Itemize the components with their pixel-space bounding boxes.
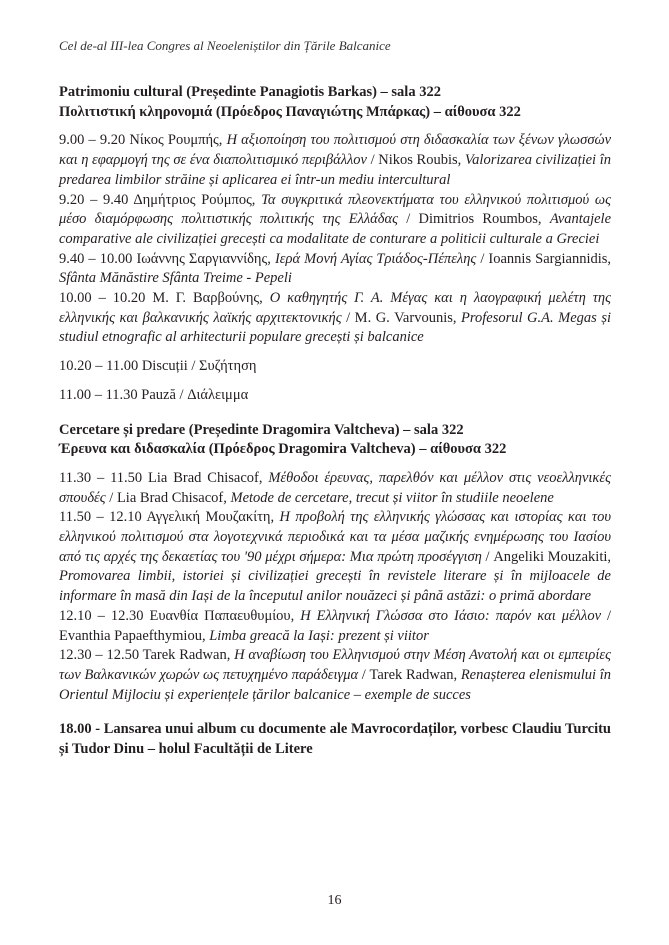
talk-title-gr: Ο καθηγητής Γ. Α. Μέγας και η λαογραφική μελέτη της ελληνικής και βαλκανικής λαϊκής αρχιτεκτονικής xyxy=(59,290,611,326)
talk-title-ro: Limba greacă la Iași: prezent și viitor xyxy=(209,627,429,644)
talk-title-gr: Η Ελληνική Γλώσσα στο Ιάσιο: παρόν και μέλλον xyxy=(300,607,602,624)
program-entry xyxy=(59,607,611,646)
program-entry xyxy=(59,289,611,348)
entry-time: 10.00 – 10.20 xyxy=(59,290,146,307)
speaker-gr: Μ. Γ. Βαρβούνης, xyxy=(152,290,263,307)
session-heading-cultural-heritage xyxy=(59,83,611,122)
speaker-ro: M. G. Varvounis, xyxy=(354,309,457,326)
discussion-entry: 10.20 – 11.00 Discuții / Συζήτηση xyxy=(59,358,257,375)
session-title-gr: Έρευνα και διδασκαλία (Πρόεδρος Dragomira Valtcheva) – αίθουσα 322 xyxy=(59,441,507,458)
program-entry xyxy=(59,508,611,607)
speaker-ro: Ioannis Sargiannidis, xyxy=(488,250,612,267)
speaker-ro: Lia Brad Chisacof, xyxy=(116,489,227,506)
talk-title-gr: Η προβολή της ελληνικής γλώσσας και ιστορίας και του ελληνικού πολιτισμού στα λογοτεχνικά περιοδικά και τα μέσα μαζικής ενημέρωσης του Ιασίου από τις αρχές της δεκαετίας του '90 μέχρι σήμερα: Μια πρώτη προσέγγιση xyxy=(59,509,612,565)
session-title-ro: Cercetare și predare (Președinte Dragomira Valtcheva) – sala 322 xyxy=(59,421,464,438)
separator: / xyxy=(481,548,494,565)
talk-title-ro: Sfânta Mănăstire Sfânta Treime - Pepeli xyxy=(59,270,292,287)
break-entry: 11.00 – 11.30 Pauză / Διάλειμμα xyxy=(59,386,249,403)
talk-title-ro: Profesorul G.A. Megas și studiul etnografic al arhitecturii populare grecești și balcanice xyxy=(59,309,611,346)
speaker-gr: Αγγελική Μουζακίτη, xyxy=(146,509,275,526)
entry-time: 12.30 – 12.50 xyxy=(59,647,140,664)
program-entry xyxy=(59,191,611,250)
session-entries xyxy=(59,469,611,705)
album-launch-entry: 18.00 - Lansarea unui album cu documente ale Mavrocordaților, vorbesc Claudiu Turcitu și Tudor Dinu – holul Facultății de Litere xyxy=(59,721,611,758)
speaker-ro: Tarek Radwan, xyxy=(369,666,458,683)
separator: / xyxy=(366,152,379,169)
session-title-gr: Πολιτιστική κληρονομιά (Πρόεδρος Παναγιώτης Μπάρκας) – αίθουσα 322 xyxy=(59,103,521,120)
talk-title-ro: Valorizarea civilizației în predarea limbilor străine și aplicarea ei într-un mediu intercultural xyxy=(59,152,611,188)
program-content xyxy=(59,83,611,760)
speaker-gr: Lia Brad Chisacof, xyxy=(148,469,263,486)
session-heading-research-teaching xyxy=(59,421,611,460)
entry-time: 9.00 – 9.20 xyxy=(59,132,126,149)
talk-title-ro: Avantajele comparative ale civilizației grecești ca modalitate de conturare a politicii culturale a Greciei xyxy=(59,211,612,247)
talk-title-gr: Τα συγκριτικά πλεονεκτήματα του ελληνικού πολιτισμού ως μέσο διαμόρφωσης πολιτιστικής πολιτικής της Ελλάδας xyxy=(59,191,612,228)
speaker-gr: Δημήτριος Ρούμπος, xyxy=(133,191,256,208)
speaker-gr: Νίκος Ρουμπής, xyxy=(129,132,223,149)
talk-title-gr: Η αναβίωση του Ελληνισμού στην Μέση Ανατολή και οι εμπειρίες των Βαλκανικών χωρών ως πετυχημένο παράδειγμα xyxy=(59,647,612,683)
speaker-gr: Tarek Radwan, xyxy=(142,647,231,664)
speaker-ro: Dimitrios Roumbos, xyxy=(418,211,542,228)
session-title-ro: Patrimoniu cultural (Președinte Panagiotis Barkas) – sala 322 xyxy=(59,84,441,100)
talk-title-gr: Μέθοδοι έρευνας, παρελθόν και μέλλον στις νεοελληνικές σπουδές xyxy=(59,469,611,506)
program-entry xyxy=(59,646,611,705)
speaker-ro: Angeliki Mouzakiti, xyxy=(493,548,612,565)
talk-title-ro: Promovarea limbii, istoriei și civilizației grecești în revistele literare și în mijloacele de informare în masă din Iași de la începutul anilor nouăzeci și până astăzi: o primă abordare xyxy=(59,568,611,605)
separator: / xyxy=(105,489,117,506)
separator: / xyxy=(358,666,370,683)
separator: / xyxy=(476,250,489,267)
separator: / xyxy=(398,211,419,228)
session-entries xyxy=(59,131,611,348)
entry-time: 9.20 – 9.40 xyxy=(59,191,129,208)
talk-title-ro: Metode de cercetare, trecut și viitor în studiile neoelene xyxy=(230,489,554,506)
program-entry xyxy=(59,131,611,190)
program-entry xyxy=(59,469,611,508)
talk-title-gr: Ιερά Μονή Αγίας Τριάδος-Πέπελης xyxy=(274,250,477,267)
entry-time: 9.40 – 10.00 xyxy=(59,250,133,267)
talk-title-ro: Renașterea elenismului în Orientul Mijlociu și experiențele țărilor balcanice – exemple de succes xyxy=(59,666,612,703)
separator: / xyxy=(341,309,355,326)
program-entry xyxy=(59,250,611,289)
entry-time: 12.10 – 12.30 xyxy=(59,607,144,624)
speaker-ro: Evanthia Papaefthymiou, xyxy=(59,627,206,644)
speaker-gr: Ιωάννης Σαργιαννίδης, xyxy=(136,250,271,267)
separator: / xyxy=(601,607,612,624)
entry-time: 11.30 – 11.50 xyxy=(59,469,143,486)
talk-title-gr: Η αξιοποίηση του πολιτισμού στη διδασκαλία των ξένων γλωσσών και η εφαρμογή της σε ένα διαπολιτισμικό περιβάλλον xyxy=(59,132,612,169)
entry-time: 11.50 – 12.10 xyxy=(59,509,142,526)
running-header: Cel de-al III-lea Congres al Neoeleniștilor din Țările Balcanice xyxy=(59,38,391,53)
page-number: 16 xyxy=(327,893,342,908)
speaker-ro: Nikos Roubis, xyxy=(378,152,462,169)
speaker-gr: Ευανθία Παπαευθυμίου, xyxy=(149,607,295,624)
